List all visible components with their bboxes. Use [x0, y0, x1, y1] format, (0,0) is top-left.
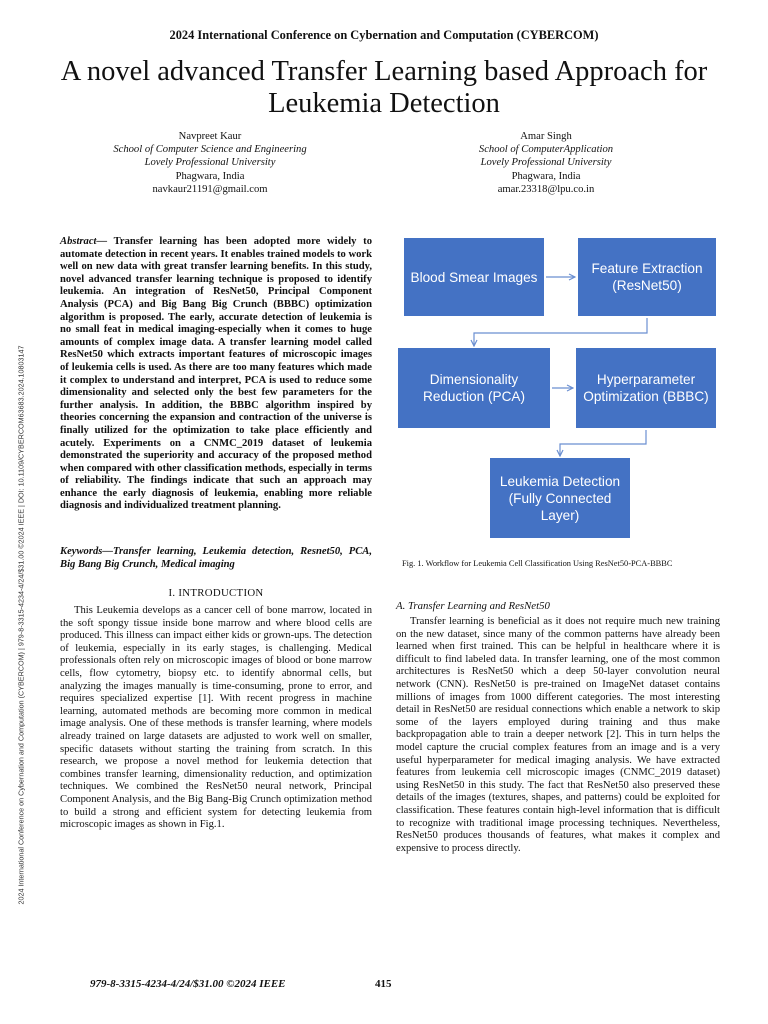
- workflow-box-feature-extraction: Feature Extraction (ResNet50): [578, 238, 716, 316]
- abstract-label: Abstract—: [60, 236, 108, 247]
- subsection-heading-transfer-learning: A. Transfer Learning and ResNet50: [396, 600, 550, 612]
- transfer-learning-paragraph: Transfer learning is beneficial as it does not require much new training on the new dataset, since many of the common patterns have already been learned when first trained. This can be helpful in healthcare where it is difficult to find labeled data. In transfer learning, one of the most common architectures is ResNet50 which a deep 50-layer convolution neural network (CNN). ResNet50 is pre-trained on ImageNet dataset contains millions of images from 1000 different categories. The most interesting detail in ResNet50 are residual connections which enable a network to skip some of the layers employed during training and thus make backpropagation able to train a deeper network [2]. This in turn helps the model capture the crucial complex features from an image and is a very useful hyperparameter for medical imaging analysis. We have extracted features from leukemia cell microscopic images (CNMC_2019 dataset) using ResNet50 in this study. The fact that ResNet50 also preserved these details of the images (textures, shapes, and patterns) could be exploited for classification. These features contain high-level information that is difficult to recognize with traditional image processing techniques. Nevertheless, ResNet50 produces thousands of features, what makes it complex and expensive to process directly.: [396, 616, 720, 854]
- author-name: Navpreet Kaur: [178, 131, 242, 142]
- author-location: Phagwara, India: [511, 170, 581, 182]
- author-university: Lovely Professional University: [144, 157, 276, 169]
- doi-text: 2024 International Conference on Cybernation and Computation (CYBERCOM) | 979-8-3315-4234-4/24/$31.00 ©2024 IEEE | DOI: 10.1109/CYBERCOM63683.2024.10803147: [16, 345, 26, 905]
- doi-sidebar: [14, 265, 28, 985]
- author-name: Amar Singh: [520, 131, 572, 142]
- workflow-diagram: [398, 236, 720, 542]
- author-university: Lovely Professional University: [480, 157, 612, 169]
- transfer-learning-body: [396, 616, 720, 855]
- introduction-body: [60, 605, 372, 832]
- footer-isbn: 979-8-3315-4234-4/24/$31.00 ©2024 IEEE: [90, 978, 286, 990]
- page-number: 415: [375, 978, 392, 990]
- workflow-box-blood-smear: Blood Smear Images: [404, 238, 544, 316]
- author-block-1: [60, 130, 360, 196]
- author-location: Phagwara, India: [175, 170, 245, 182]
- conference-header: 2024 International Conference on Cybernation and Computation (CYBERCOM): [169, 28, 599, 42]
- workflow-box-hyperparameter-optimization: Hyperparameter Optimization (BBBC): [576, 348, 716, 428]
- paper-title: A novel advanced Transfer Learning based Approach for Leukemia Detection: [60, 56, 708, 119]
- workflow-box-dimensionality-reduction: Dimensionality Reduction (PCA): [398, 348, 550, 428]
- author-block-2: [396, 130, 696, 196]
- abstract: [60, 236, 372, 513]
- workflow-box-leukemia-detection: Leukemia Detection (Fully Connected Layer): [490, 458, 630, 538]
- author-email: amar.23318@lpu.co.in: [497, 183, 595, 195]
- introduction-paragraph: This Leukemia develops as a cancer cell of bone marrow, located in the soft spongy tissue inside bone marrow and where blood cells are produced. This illness can impact either kids or grown-ups. The detection of leukemia, especially in its early stages, is challenging. Medical professionals often rely on microscopic images of blood or bone marrow cells, flow cytometry, biopsy etc. to identify abnormal cells, but analyzing the images manually is time-consuming, prone to error, and requires specialized expertise [1]. With recent progress in machine learning, automated methods are becoming more common in medical image analysis. One of these methods is transfer learning, where models already trained on large datasets are adjusted to work well on smaller, specific datasets without starting the training from scratch. In this research, we propose a novel method for leukemia detection that combines transfer learning, dimensionality reduction, and optimization techniques. We combined the ResNet50 neural network, Principal Component Analysis, and the Big Bang-Big Crunch optimization method to build a strong and efficient system for detecting leukemia from microscopic images as shown in Fig.1.: [60, 605, 372, 831]
- arrow-2-to-3: [474, 318, 647, 346]
- section-heading-introduction: I. INTRODUCTION: [168, 587, 264, 599]
- author-dept: School of ComputerApplication: [478, 144, 614, 156]
- figure-caption: Fig. 1. Workflow for Leukemia Cell Classification Using ResNet50-PCA-BBBC: [402, 559, 673, 568]
- author-dept: School of Computer Science and Engineering: [113, 144, 307, 156]
- keywords: Keywords—Transfer learning, Leukemia detection, Resnet50, PCA, Big Bang Big Crunch, Medical imaging: [60, 546, 372, 570]
- author-email: navkaur21191@gmail.com: [152, 183, 268, 195]
- abstract-text: Transfer learning has been adopted more widely to automate detection in recent years. It enables trained models to work well on new data with great transfer learning benefits. In this study, novel advanced transfer learning technique is proposed to identify leukemia. An integration of ResNet50, Principal Component Analysis (PCA) and Big Bang Big Crunch (BBBC) optimization algorithm is proposed. The early, accurate detection of leukemia is no small feat in medical imaging-especially when it comes to huge amounts of complex image data. A transfer learning model called ResNet50 which extracts important features of microscopic images of leukemia cells is used. As there are too many features which made it complex to understand and interpret, PCA is used to reduce some dimensionality and selected only the best few parameters for the further analysis. In addition, the BBBC algorithm inspired by theories concerning the expansion and contraction of the universe is finally utilized for the optimization to take place efficiently and acutely. Experiments on a CNMC_2019 dataset of leukemia demonstrated the superiority and accuracy of the proposed method when compared with other classification methods, especially in terms of reliability. The findings indicate that such an approach may enhance the early diagnosis of leukemia, enabling more reliable diagnosis and individualized treatment planning.: [60, 236, 372, 512]
- arrow-4-to-5: [560, 430, 646, 456]
